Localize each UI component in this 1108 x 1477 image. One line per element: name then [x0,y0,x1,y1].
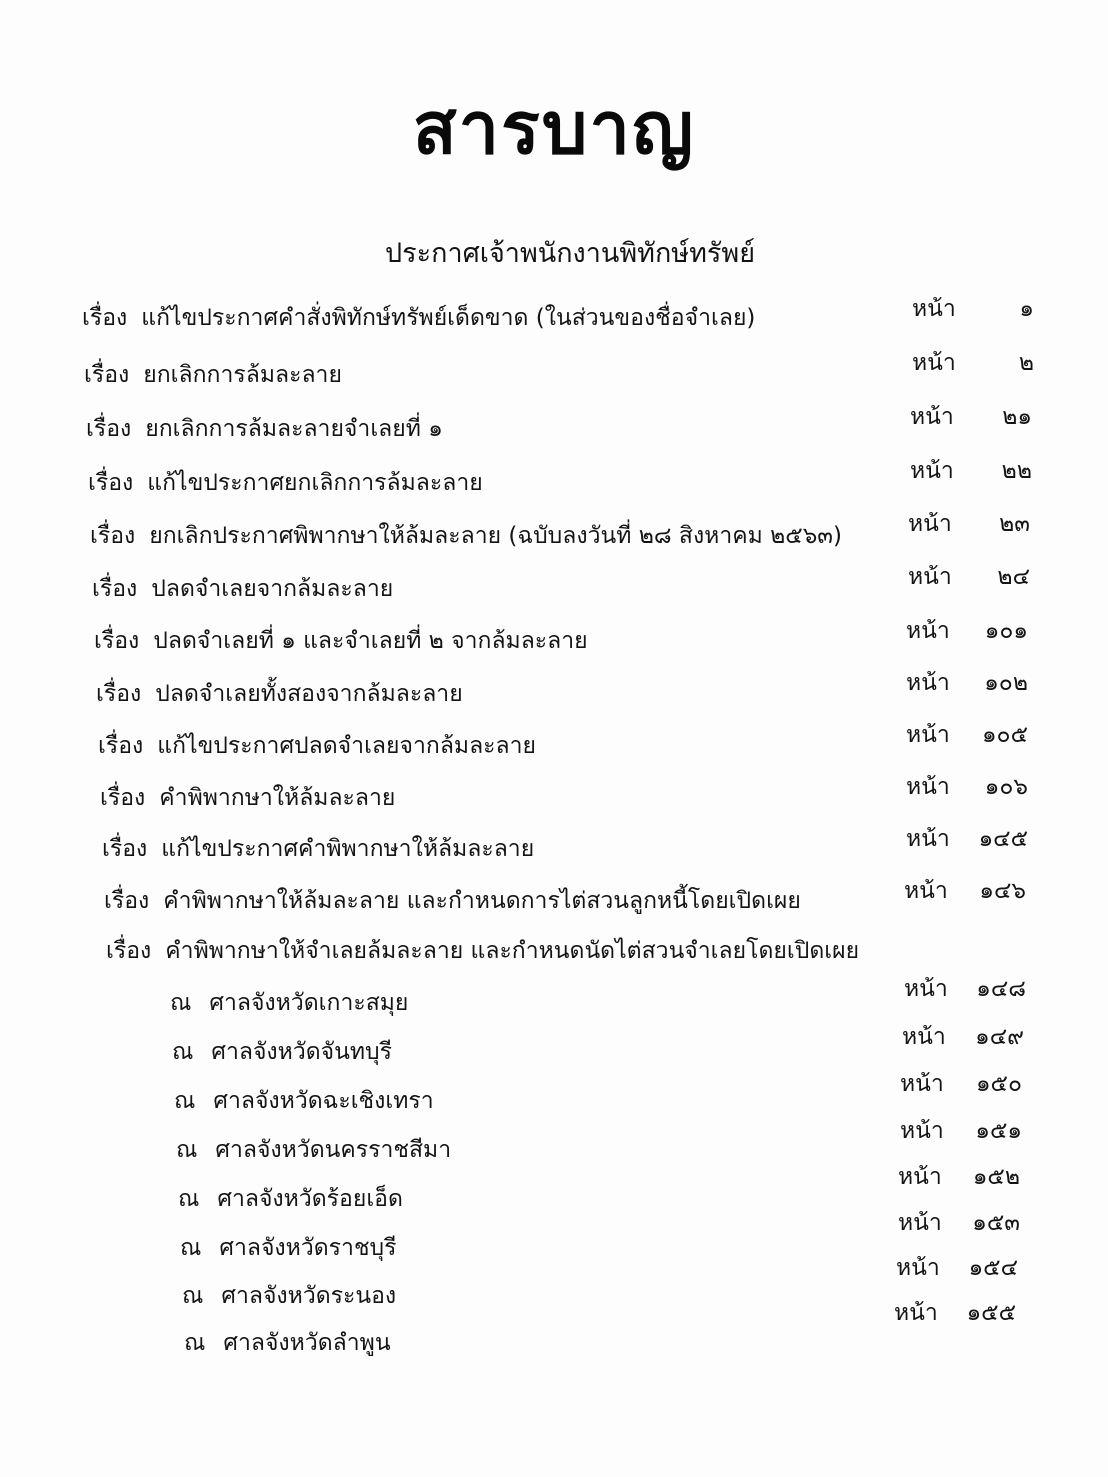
toc-page-ref [908,507,1030,541]
court-entry [180,1231,397,1265]
toc-entry-text: ปลดจำเลยที่ ๑ และจำเลยที่ ๒ จากล้มละลาย [153,628,588,654]
toc-page-ref [912,346,1034,380]
toc-entry-text: คำพิพากษาให้จำเลยล้มละลาย และกำหนดนัดไต่สวนจำเลยโดยเปิดเผย [165,938,860,964]
toc-entry [106,934,859,968]
court-prefix: ณ [170,990,192,1016]
court-entry [176,1133,451,1167]
topic-prefix: เรื่อง [92,576,138,602]
page-label: หน้า [912,350,956,376]
page-number: ๑๕๒ [972,1164,1020,1190]
toc-entry-text: ยกเลิกการล้มละลายจำเลยที่ ๑ [145,416,443,442]
page-label: หน้า [898,1164,942,1190]
toc-entry-text: ปลดจำเลยทั้งสองจากล้มละลาย [155,681,463,707]
court-entry-text: ศาลจังหวัดฉะเชิงเทรา [213,1088,434,1114]
topic-prefix: เรื่อง [98,733,144,759]
page-label: หน้า [894,1300,938,1326]
page-label: หน้า [906,826,950,852]
page-number: ๒ [1018,350,1034,376]
toc-entry [94,624,588,658]
court-prefix: ณ [174,1088,196,1114]
page-number: ๑๐๖ [984,774,1028,800]
toc-entry [88,466,483,500]
page-number: ๑๕๐ [975,1071,1022,1097]
topic-prefix: เรื่อง [88,470,134,496]
page-number: ๒๓ [999,511,1030,537]
court-page-ref [904,972,1026,1006]
page-label: หน้า [900,1071,944,1097]
court-page-ref [900,1114,1022,1148]
page-number: ๑ [1019,296,1034,322]
toc-entry-text: ปลดจำเลยจากล้มละลาย [151,576,394,602]
toc-entry-text: แก้ไขประกาศคำพิพากษาให้ล้มละลาย [161,836,535,862]
toc-page-ref [910,454,1032,488]
toc-entry [92,572,393,606]
toc-entry-text: ยกเลิกประกาศพิพากษาให้ล้มละลาย (ฉบับลงวันที่ ๒๘ สิงหาคม ๒๕๖๓) [149,523,842,549]
page-label: หน้า [904,878,948,904]
page-number: ๑๐๕ [981,722,1028,748]
toc-entry [90,519,842,553]
toc-entry [102,832,534,866]
page-label: หน้า [902,1024,946,1050]
court-prefix: ณ [178,1186,200,1212]
page-number: ๒๔ [997,564,1030,590]
page-label: หน้า [900,1118,944,1144]
toc-page-ref [906,614,1028,648]
toc-entry-text: แก้ไขประกาศปลดจำเลยจากล้มละลาย [157,733,537,759]
court-prefix: ณ [180,1235,202,1261]
page-label: หน้า [908,511,952,537]
toc-page-ref [912,292,1034,326]
court-entry-text: ศาลจังหวัดราชบุรี [219,1235,397,1261]
court-entry-text: ศาลจังหวัดเกาะสมุย [209,990,409,1016]
toc-entry [98,729,536,763]
page-number: ๒๒ [1001,458,1032,484]
topic-prefix: เรื่อง [100,785,146,811]
page-label: หน้า [906,670,950,696]
toc-page-ref [906,770,1028,804]
court-prefix: ณ [184,1330,206,1356]
court-entry [182,1279,396,1313]
court-page-ref [894,1296,1016,1330]
court-page-ref [898,1206,1020,1240]
page-label: หน้า [906,722,950,748]
page-number: ๑๕๔ [968,1255,1018,1281]
page-label: หน้า [910,458,954,484]
toc-entry [86,412,443,446]
court-entry [178,1182,403,1216]
toc-entry-text: คำพิพากษาให้ล้มละลาย [159,785,396,811]
court-entry [170,986,408,1020]
toc-entry-text: แก้ไขประกาศยกเลิกการล้มละลาย [147,470,483,496]
court-entry-text: ศาลจังหวัดจันทบุรี [211,1039,392,1065]
toc-entry-text: ยกเลิกการล้มละลาย [143,362,342,388]
page-number: ๑๔๕ [978,826,1028,852]
topic-prefix: เรื่อง [106,938,152,964]
toc-page-ref [904,874,1026,908]
toc-page-ref [908,560,1030,594]
toc-entry-text: คำพิพากษาให้ล้มละลาย และกำหนดการไต่สวนลูกหนี้โดยเปิดเผย [163,888,801,914]
topic-prefix: เรื่อง [82,305,128,331]
page-number: ๒๑ [1002,404,1032,430]
court-page-ref [898,1160,1020,1194]
court-page-ref [902,1020,1024,1054]
court-prefix: ณ [176,1137,198,1163]
court-page-ref [900,1067,1022,1101]
toc-entry [82,301,755,335]
toc-page-ref [906,718,1028,752]
toc-page-ref [906,822,1028,856]
court-entry-text: ศาลจังหวัดระนอง [221,1283,397,1309]
section-heading: ประกาศเจ้าพนักงานพิทักษ์ทรัพย์ [384,238,756,269]
court-entry [172,1035,392,1069]
page-number: ๑๔๖ [979,878,1026,904]
topic-prefix: เรื่อง [104,888,150,914]
page-label: หน้า [912,296,956,322]
court-entry [184,1326,391,1360]
topic-prefix: เรื่อง [86,416,132,442]
court-prefix: ณ [172,1039,194,1065]
page-label: หน้า [904,976,948,1002]
page-number: ๑๕๓ [972,1210,1020,1236]
page-label: หน้า [906,618,950,644]
court-entry-text: ศาลจังหวัดลำพูน [223,1330,391,1356]
page-number: ๑๐๑ [984,618,1028,644]
page-number: ๑๔๙ [975,1024,1024,1050]
court-entry [174,1084,434,1118]
toc-entry-text: แก้ไขประกาศคำสั่งพิทักษ์ทรัพย์เด็ดขาด (ในส่วนของชื่อจำเลย) [141,305,756,331]
page-label: หน้า [910,404,954,430]
page-title: สารบาญ [412,86,696,170]
topic-prefix: เรื่อง [94,628,140,654]
toc-page-ref [910,400,1032,434]
page-number: ๑๔๘ [976,976,1026,1002]
topic-prefix: เรื่อง [90,523,136,549]
topic-prefix: เรื่อง [102,836,148,862]
page-number: ๑๕๑ [975,1118,1022,1144]
toc-entry [100,781,395,815]
page-label: หน้า [908,564,952,590]
toc-entry [96,677,463,711]
page-number: ๑๐๒ [984,670,1028,696]
page-label: หน้า [906,774,950,800]
topic-prefix: เรื่อง [96,681,142,707]
page-label: หน้า [898,1210,942,1236]
toc-entry [84,358,342,392]
court-entry-text: ศาลจังหวัดนครราชสีมา [215,1137,452,1163]
page-number: ๑๕๕ [966,1300,1016,1326]
court-prefix: ณ [182,1283,204,1309]
toc-page-ref [906,666,1028,700]
court-page-ref [896,1251,1018,1285]
toc-entry [104,884,801,918]
page-label: หน้า [896,1255,940,1281]
topic-prefix: เรื่อง [84,362,130,388]
court-entry-text: ศาลจังหวัดร้อยเอ็ด [217,1186,403,1212]
